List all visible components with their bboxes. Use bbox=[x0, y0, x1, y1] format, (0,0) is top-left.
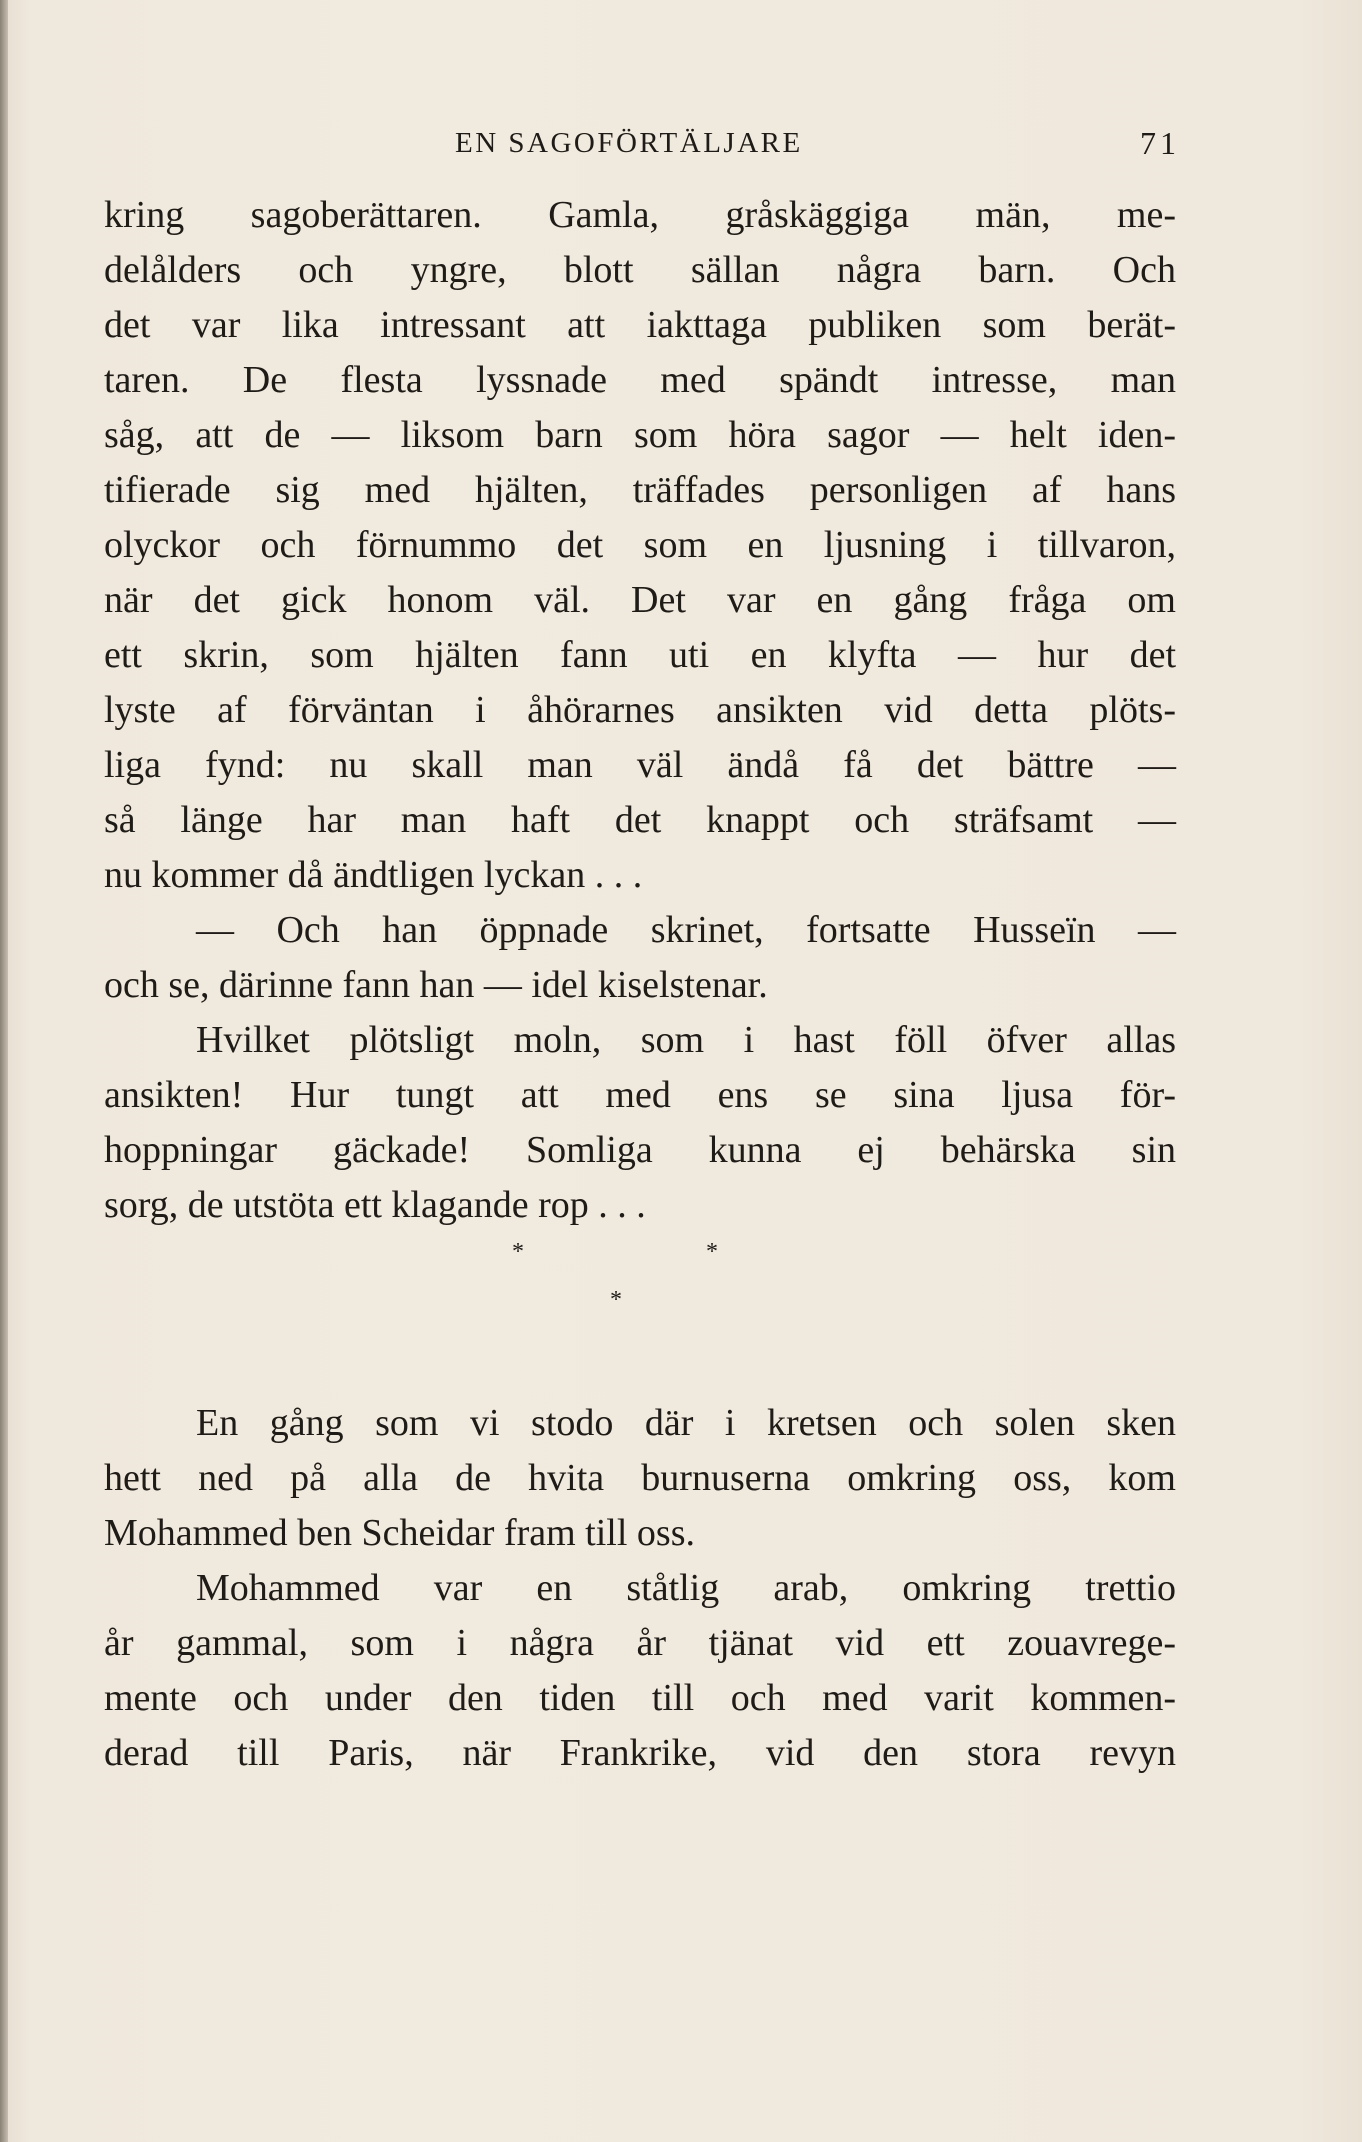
text-line: ett skrin, som hjälten fann uti en klyfta — hur det bbox=[104, 634, 1176, 676]
text-line: sorg, de utstöta ett klagande rop . . . bbox=[104, 1184, 646, 1226]
text-line: det var lika intressant att iakttaga publiken som berät- bbox=[104, 304, 1176, 346]
running-title: EN SAGOFÖRTÄLJARE bbox=[455, 127, 803, 159]
text-line: En gång som vi stodo där i kretsen och solen sken bbox=[196, 1402, 1176, 1444]
asterisk: * bbox=[512, 1239, 524, 1265]
text-line: så länge har man haft det knappt och sträfsamt — bbox=[104, 799, 1176, 841]
text-line: kring sagoberättaren. Gamla, gråskäggiga män, me- bbox=[104, 194, 1176, 236]
text-line: tifierade sig med hjälten, träffades personligen af hans bbox=[104, 469, 1176, 511]
text-line: olyckor och förnummo det som en ljusning i tillvaron, bbox=[104, 524, 1176, 566]
text-line: nu kommer då ändtligen lyckan . . . bbox=[104, 854, 643, 896]
text-line: hett ned på alla de hvita burnuserna omkring oss, kom bbox=[104, 1457, 1176, 1499]
text-block-2 bbox=[104, 1396, 1176, 1781]
asterisk: * bbox=[706, 1239, 718, 1265]
text-line: Mohammed var en ståtlig arab, omkring trettio bbox=[196, 1567, 1176, 1609]
text-line: såg, att de — liksom barn som höra sagor — helt iden- bbox=[104, 414, 1176, 456]
text-line: mente och under den tiden till och med varit kommen- bbox=[104, 1677, 1176, 1719]
asterisk: * bbox=[610, 1287, 622, 1313]
text-line: liga fynd: nu skall man väl ändå få det bättre — bbox=[104, 744, 1176, 786]
text-line: Hvilket plötsligt moln, som i hast föll öfver allas bbox=[196, 1019, 1176, 1061]
text-line: taren. De flesta lyssnade med spändt intresse, man bbox=[104, 359, 1176, 401]
page-spine-edge bbox=[0, 0, 8, 2142]
asterism-separator bbox=[480, 1226, 770, 1313]
text-line: hoppningar gäckade! Somliga kunna ej behärska sin bbox=[104, 1129, 1176, 1171]
text-block-1 bbox=[104, 188, 1176, 1233]
text-line: lyste af förväntan i åhörarnes ansikten vid detta plöts- bbox=[104, 689, 1176, 731]
text-line: och se, därinne fann han — idel kiselstenar. bbox=[104, 964, 768, 1006]
text-line: — Och han öppnade skrinet, fortsatte Husseïn — bbox=[196, 909, 1176, 951]
text-line: derad till Paris, när Frankrike, vid den stora revyn bbox=[104, 1732, 1176, 1774]
page-number: 71 bbox=[1140, 125, 1180, 161]
text-line: år gammal, som i några år tjänat vid ett zouavrege- bbox=[104, 1622, 1176, 1664]
text-line: Mohammed ben Scheidar fram till oss. bbox=[104, 1512, 695, 1554]
text-line: ansikten! Hur tungt att med ens se sina ljusa för- bbox=[104, 1074, 1176, 1116]
text-line: när det gick honom väl. Det var en gång fråga om bbox=[104, 579, 1176, 621]
text-line: delålders och yngre, blott sällan några barn. Och bbox=[104, 249, 1176, 291]
running-head bbox=[100, 118, 1180, 168]
